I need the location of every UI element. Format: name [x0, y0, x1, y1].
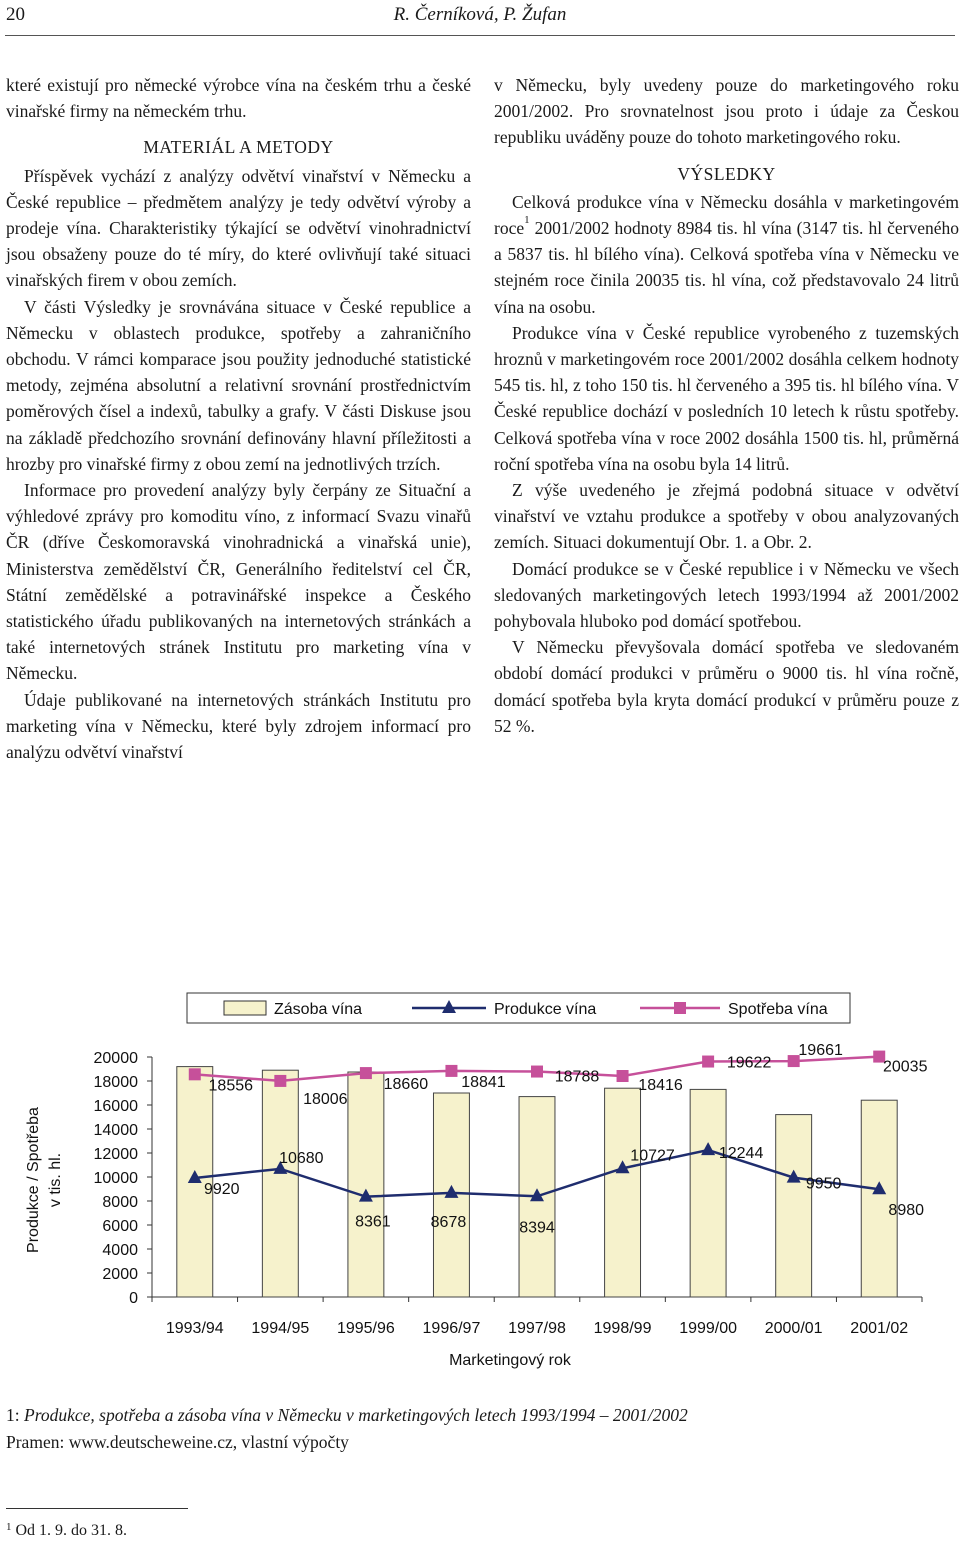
- marker-consumption: [189, 1068, 201, 1080]
- figure-number: 1:: [6, 1405, 24, 1425]
- paragraph: [494, 189, 959, 320]
- x-axis-title: Marketingový rok: [449, 1352, 571, 1369]
- data-label-consumption: 18416: [638, 1077, 683, 1095]
- legend-marker-consumption: [674, 1002, 686, 1014]
- footnote-mark: 1: [6, 1521, 12, 1533]
- paragraph: Z výše uvedeného je zřejmá podobná situace v odvětví vinařství ve vztahu produkce a spotřeby v obou analyzovaných zemích. Situaci dokumentují Obr. 1. a Obr. 2.: [494, 480, 959, 553]
- marker-consumption: [360, 1067, 372, 1079]
- bar-stock: [348, 1072, 384, 1297]
- paragraph: Příspěvek vychází z analýzy odvětví vinařství v Německu a České republice – předmětem analýzy je tedy odvětví výroby a prodeje vína. Charakteristiky týkající se odvětví vinohradnictví jsou obsaženy pouze do té míry, do které ovlivňují také situaci vinařských firem v obou zemích.: [6, 165, 471, 291]
- data-label-production: 8394: [519, 1219, 555, 1237]
- data-label-production: 10727: [630, 1147, 675, 1165]
- paragraph: Údaje publikované na internetových stránkách Institutu pro marketing vína v Německu, které byly zdrojem informací pro analýzu odvětví vinařství: [6, 689, 471, 763]
- y-tick-label: 8000: [102, 1194, 138, 1211]
- marker-consumption: [617, 1070, 629, 1082]
- header-rule: [5, 35, 955, 36]
- marker-consumption: [702, 1056, 714, 1068]
- x-tick-label: 1996/97: [422, 1320, 481, 1337]
- section-heading-results: VÝSLEDKY: [677, 163, 776, 184]
- text-run: Celková produkce vína v Německu dosáhla v marketingovém roce: [494, 191, 959, 239]
- x-tick-label: 1999/00: [679, 1320, 738, 1337]
- bar-stock: [690, 1089, 726, 1297]
- legend-label-consumption: Spotřeba vína: [728, 1001, 828, 1018]
- y-tick-label: 12000: [93, 1146, 138, 1163]
- paragraph: V části Výsledky je srovnávána situace v České republice a Německu v oblastech produkce, spotřeby a zahraničního obchodu. V rámci komparace jsou použity jednoduché statistické metody, zejména absolutní a relativní srovnání prostřednictvím poměrových čísel a indexů, tabulky a grafy. V části Diskuse jsou na základě předchozího srovnání definovány hlavní příležitosti a hrozby pro vinařské firmy z obou zemí na jednotlivých trzích.: [6, 296, 471, 474]
- x-tick-label: 2001/02: [850, 1320, 909, 1337]
- paragraph: Produkce vína v České republice vyrobeného z tuzemských hroznů v marketingovém roce 2001/2002 dosáhla celkem hodnoty 545 tis. hl, z toho 150 tis. hl červeného a 395 tis. hl bílého vína. V České republice dochází v posledních 10 letech k růstu spotřeby. Celková spotřeba vína v roce 2002 dosáhla 1500 tis. hl, průměrná roční spotřeba vína na osobu byla 14 litrů.: [494, 322, 959, 474]
- data-labels: [204, 1042, 928, 1236]
- y-tick-label: 18000: [93, 1074, 138, 1091]
- data-label-consumption: 18660: [383, 1076, 429, 1094]
- data-label-consumption: 19661: [798, 1042, 843, 1060]
- running-head-authors: R. Černíková, P. Žufan: [393, 4, 567, 25]
- data-label-consumption: 18556: [208, 1077, 254, 1095]
- paragraph: V Německu převyšovala domácí spotřeba ve sledovaném období domácí produkci v průměru o 9000 tis. hl vína ročně, domácí spotřeba byla kryta domácí produkcí v průměru pouze z 52 %.: [494, 637, 959, 736]
- footnote-ref[interactable]: 1: [524, 214, 530, 227]
- marker-consumption: [445, 1065, 457, 1077]
- data-label-consumption: 18841: [461, 1073, 506, 1091]
- y-tick-label: 16000: [93, 1098, 138, 1115]
- paragraph: Informace pro provedení analýzy byly čerpány ze Situační a výhledové zprávy pro komoditu víno, z informací Svazu vinařů ČR (dříve Českomoravská vinohradnická a vinařská unie), Ministerstva zemědělství ČR, Generálního ředitelství cel ČR, Státní zemědělské a potravinářské inspekce a Českého statistického úřadu publikovaných na internetových stránkách a také internetových stránek Institutu pro marketing vína v Německu.: [6, 480, 471, 684]
- y-tick-label: 2000: [102, 1266, 138, 1283]
- paragraph: Domácí produkce se v České republice i v Německu ve všech sledovaných marketingových letech 1993/1994 až 2001/2002 pohybovala hluboko pod domácí spotřebou.: [494, 558, 959, 632]
- paragraph: které existují pro německé výrobce vína na českém trhu a české vinařské firmy na německém trhu.: [6, 75, 471, 122]
- data-label-consumption: 18788: [554, 1068, 600, 1086]
- data-label-consumption: 19622: [726, 1054, 772, 1072]
- data-label-production: 8980: [888, 1202, 925, 1220]
- figure-source: Pramen: www.deutscheweine.cz, vlastní výpočty: [6, 1432, 349, 1452]
- data-label-production: 12244: [718, 1145, 764, 1163]
- caption-line: [6, 1402, 688, 1429]
- figure-caption: [6, 1402, 688, 1456]
- data-label-consumption: 18006: [303, 1090, 348, 1108]
- data-label-production: 8361: [355, 1213, 391, 1231]
- page-header: [0, 0, 960, 30]
- y-tick-label: 10000: [93, 1170, 138, 1187]
- x-tick-label: 1993/94: [165, 1320, 224, 1337]
- text-run: 2001/2002 hodnoty 8984 tis. hl vína (3147 tis. hl červeného a 5837 tis. hl bílého vína). Celková spotřeba vína v Německu ve stejném roce činila 20035 tis. hl vína, což představovalo 24 litrů vína na osobu.: [494, 218, 959, 317]
- legend-label-stock: Zásoba vína: [274, 1001, 363, 1018]
- footnote-text: Od 1. 9. do 31. 8.: [11, 1522, 128, 1539]
- data-label-consumption: 20035: [882, 1058, 928, 1076]
- left-column: [6, 72, 471, 765]
- x-tick-label: 1997/98: [508, 1320, 566, 1337]
- x-tick-label: 1994/95: [251, 1320, 310, 1337]
- bar-stock: [861, 1100, 897, 1297]
- page-number: 20: [6, 4, 25, 25]
- y-tick-label: 4000: [102, 1242, 138, 1259]
- y-axis-title-line2: v tis. hl.: [47, 1152, 64, 1208]
- footnote: [6, 1522, 127, 1540]
- bar-stock: [262, 1070, 298, 1297]
- figure-title: Produkce, spotřeba a zásoba vína v Německu v marketingových letech 1993/1994 – 2001/2002: [24, 1405, 688, 1425]
- data-label-production: 8678: [430, 1213, 467, 1231]
- y-axis-title-line1: Produkce / Spotřeba: [25, 1107, 42, 1253]
- data-label-production: 9920: [203, 1180, 240, 1198]
- y-tick-label: 6000: [102, 1218, 138, 1235]
- y-tick-label: 0: [129, 1290, 138, 1307]
- y-tick-label: 20000: [93, 1050, 138, 1067]
- x-tick-label: 2000/01: [764, 1320, 823, 1337]
- footnote-rule: [6, 1508, 188, 1509]
- bar-stock: [605, 1088, 641, 1297]
- wine-chart: [0, 985, 960, 1385]
- legend-swatch-stock: [224, 1001, 266, 1015]
- marker-consumption: [531, 1066, 543, 1078]
- x-tick-label: 1995/96: [336, 1320, 395, 1337]
- marker-consumption: [274, 1075, 286, 1087]
- legend-label-production: Produkce vína: [494, 1001, 597, 1018]
- bar-stock: [776, 1115, 812, 1297]
- x-tick-label: 1998/99: [593, 1320, 652, 1337]
- chart-legend: [187, 993, 850, 1023]
- data-label-production: 9950: [805, 1175, 842, 1193]
- right-column: [494, 72, 959, 739]
- y-axis-title: [25, 1107, 64, 1253]
- paragraph: v Německu, byly uvedeny pouze do marketingového roku 2001/2002. Pro srovnatelnost jsou proto i údaje za Českou republiku uváděny pouze do tohoto marketingového roku.: [494, 75, 959, 148]
- data-label-production: 10680: [279, 1149, 324, 1167]
- section-heading-methods: MATERIÁL A METODY: [143, 137, 334, 158]
- y-tick-label: 14000: [93, 1122, 138, 1139]
